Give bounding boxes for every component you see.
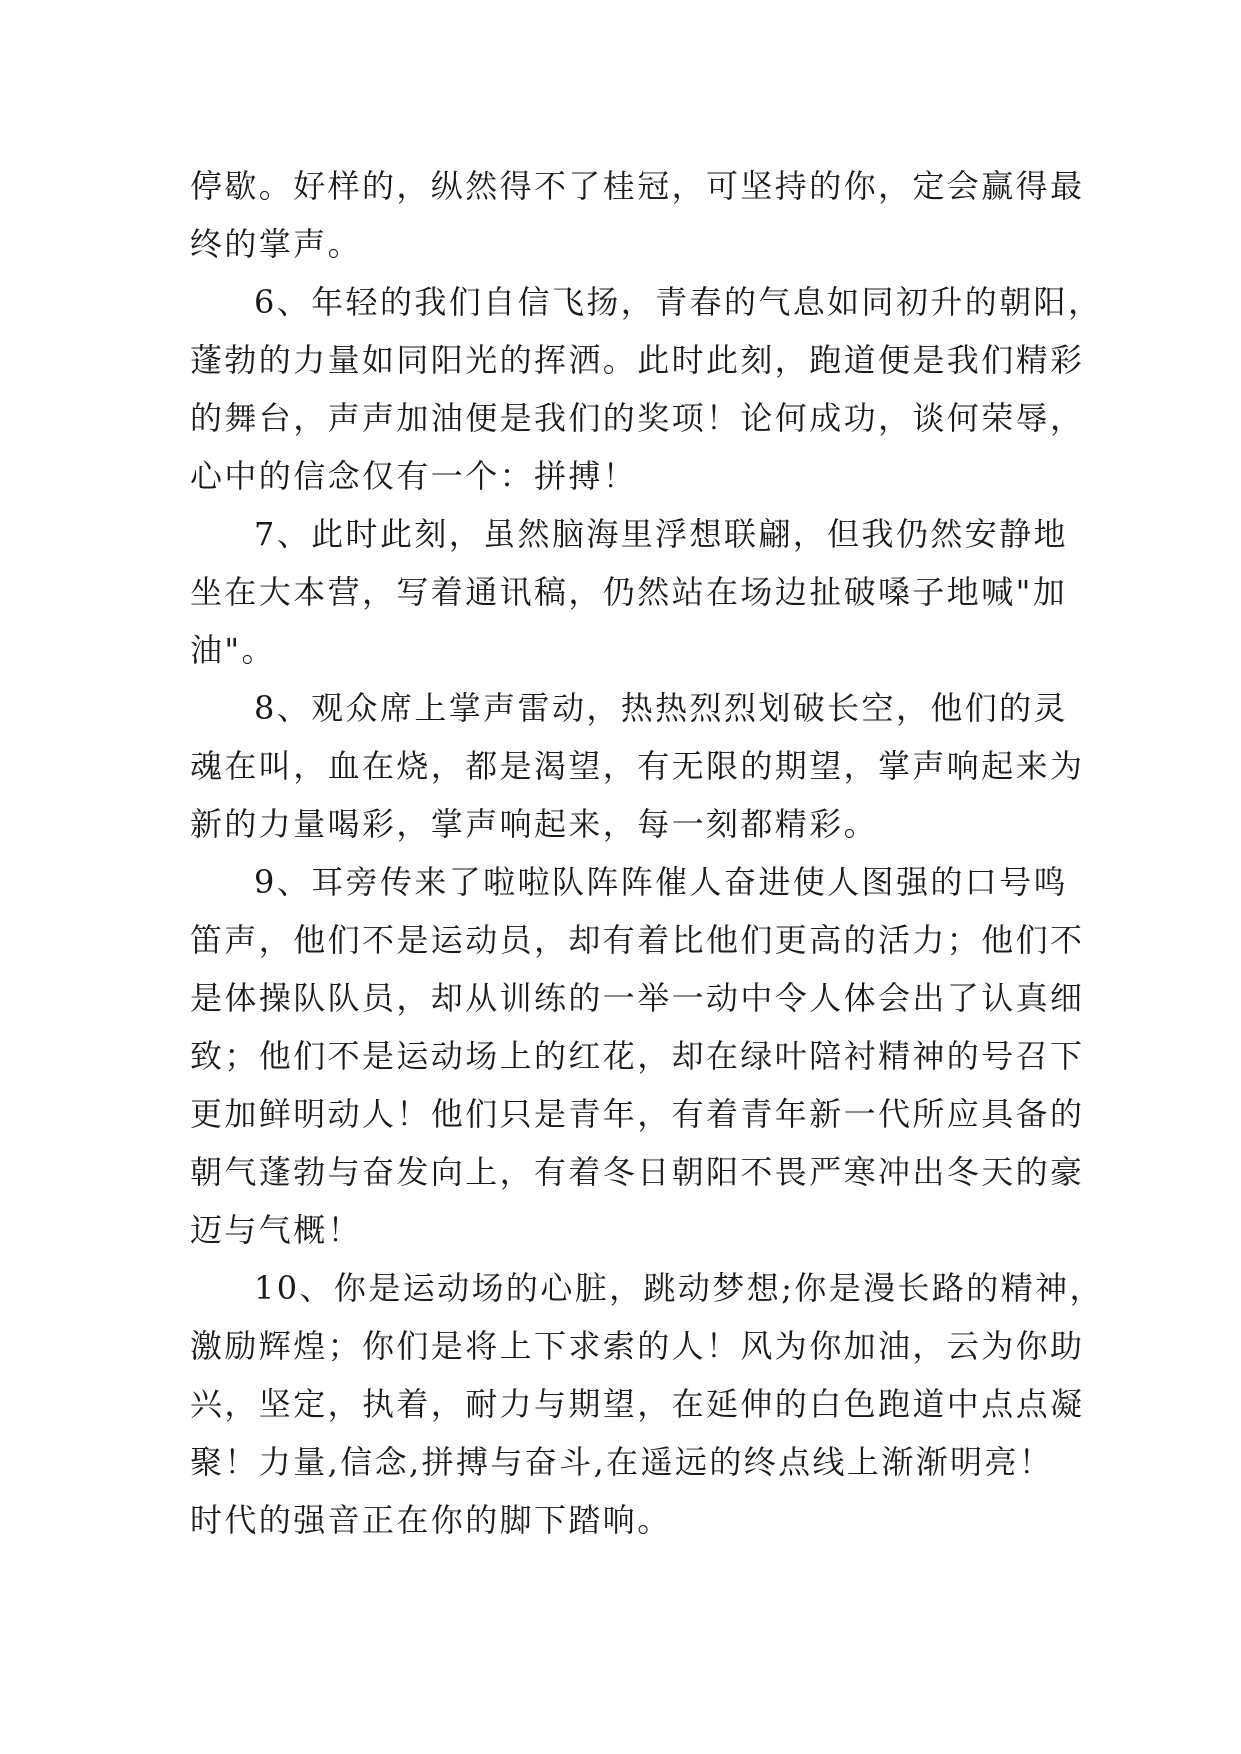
paragraph-9-line: 9、耳旁传来了啦啦队阵阵催人奋进使人图强的口号鸣 — [254, 863, 1068, 901]
text-line: 新的力量喝彩，掌声响起来，每一刻都精彩。 — [190, 805, 879, 843]
paragraph-8-line: 8、观众席上掌声雷动，热热烈烈划破长空，他们的灵 — [254, 689, 1068, 727]
text-line: 致；他们不是运动场上的红花，却在绿叶陪衬精神的号召下 — [190, 1037, 1085, 1075]
text-line: 停歇。好样的，纵然得不了桂冠，可坚持的你，定会赢得最 — [190, 167, 1085, 205]
text-line: 时代的强音正在你的脚下踏响。 — [190, 1501, 672, 1539]
text-line: 的舞台，声声加油便是我们的奖项！论何成功，谈何荣辱， — [190, 399, 1085, 437]
text-line: 笛声，他们不是运动员，却有着比他们更高的活力；他们不 — [190, 921, 1085, 959]
text-line: 油"。 — [190, 631, 276, 669]
text-line: 迈与气概！ — [190, 1211, 363, 1249]
paragraph-10-line: 10、你是运动场的心脏，跳动梦想;你是漫长路的精神， — [254, 1269, 1104, 1307]
text-line: 终的掌声。 — [190, 225, 363, 263]
text-line: 魂在叫，血在烧，都是渴望，有无限的期望，掌声响起来为 — [190, 747, 1085, 785]
text-line: 心中的信念仅有一个：拼搏！ — [190, 457, 638, 495]
paragraph-7-line: 7、此时此刻，虽然脑海里浮想联翩，但我仍然安静地 — [254, 515, 1068, 553]
text-line: 朝气蓬勃与奋发向上，有着冬日朝阳不畏严寒冲出冬天的豪 — [190, 1153, 1085, 1191]
text-line: 蓬勃的力量如同阳光的挥洒。此时此刻，跑道便是我们精彩 — [190, 341, 1085, 379]
text-line: 激励辉煌；你们是将上下求索的人！风为你加油，云为你助 — [190, 1327, 1085, 1365]
text-line: 聚！力量,信念,拼搏与奋斗,在遥远的终点线上渐渐明亮！ — [190, 1443, 1054, 1481]
paragraph-6-line: 6、年轻的我们自信飞扬，青春的气息如同初升的朝阳， — [254, 283, 1103, 321]
text-line: 更加鲜明动人！他们只是青年，有着青年新一代所应具备的 — [190, 1095, 1085, 1133]
text-line: 是体操队队员，却从训练的一举一动中令人体会出了认真细 — [190, 979, 1085, 1017]
text-line: 兴，坚定，执着，耐力与期望，在延伸的白色跑道中点点凝 — [190, 1385, 1085, 1423]
text-line: 坐在大本营，写着通讯稿，仍然站在场边扯破嗓子地喊"加 — [190, 573, 1068, 611]
